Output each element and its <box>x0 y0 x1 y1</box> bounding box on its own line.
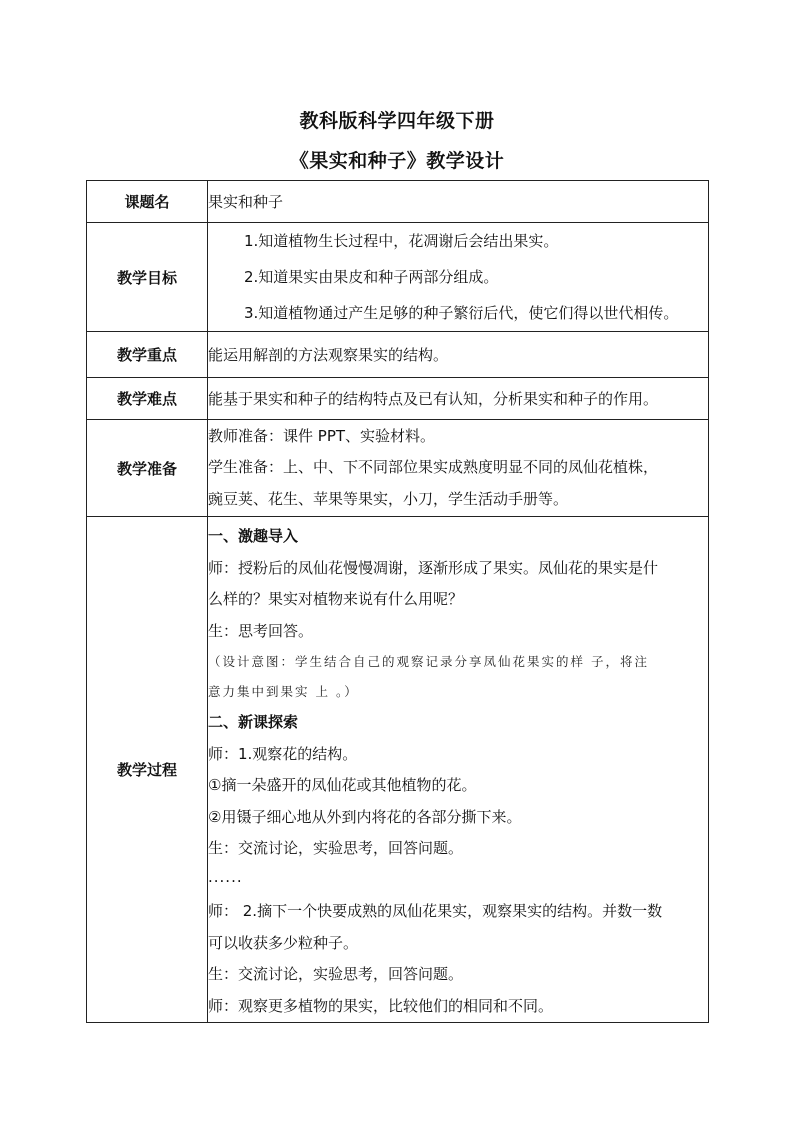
process-content <box>208 517 709 1023</box>
table-row-preparation <box>87 420 709 517</box>
process-line: 生：思考回答。 <box>208 621 314 640</box>
goal-item: 3.知道植物通过产生足够的种子繁衍后代，使它们得以世代相传。 <box>244 304 679 322</box>
topic-value: 果实和种子 <box>208 181 709 223</box>
document-title: 教科版科学四年级下册 <box>299 110 495 132</box>
preparation-line: 学生准备：上、中、下不同部位果实成熟度明显不同的凤仙花植株， <box>208 458 659 477</box>
preparation-label: 教学准备 <box>87 420 208 517</box>
key-point-label: 教学重点 <box>87 332 208 378</box>
preparation-line: 豌豆荚、花生、苹果等果实，小刀，学生活动手册等。 <box>208 489 569 508</box>
table-row-goals <box>87 223 709 332</box>
goals-label: 教学目标 <box>87 223 208 332</box>
design-note-line: 意力集中到果实 上 。） <box>208 684 359 699</box>
lesson-plan-table <box>86 180 709 1023</box>
table-row-key-point <box>87 332 709 378</box>
process-line: ①摘一朵盛开的凤仙花或其他植物的花。 <box>208 776 477 794</box>
preparation-line: 教师准备：课件 PPT、实验材料。 <box>208 426 436 445</box>
ellipsis-line: ...... <box>208 867 243 886</box>
topic-label: 课题名 <box>87 181 208 223</box>
section-heading: 一、激趣导入 <box>208 527 299 545</box>
table-row-process <box>87 517 709 1023</box>
document-subtitle: 《果实和种子》教学设计 <box>289 150 505 172</box>
key-point-value: 能运用解剖的方法观察果实的结构。 <box>208 332 709 378</box>
difficulty-label: 教学难点 <box>87 378 208 420</box>
design-note-line: （设计意图：学生结合自己的观察记录分享凤仙花果实的样 子，将注 <box>208 654 649 669</box>
process-line: 可以收获多少粒种子。 <box>208 933 359 952</box>
preparation-content <box>208 420 709 517</box>
process-line: ②用镊子细心地从外到内将花的各部分撕下来。 <box>208 807 522 826</box>
process-line: 师： 2.摘下一个快要成熟的凤仙花果实，观察果实的结构。并数一数 <box>208 902 663 920</box>
process-line: 师：观察更多植物的果实，比较他们的相同和不同。 <box>208 996 554 1015</box>
goals-content <box>208 223 709 332</box>
process-label: 教学过程 <box>87 517 208 1023</box>
process-line: 师：授粉后的凤仙花慢慢凋谢，逐渐形成了果实。凤仙花的果实是什 <box>208 558 659 577</box>
process-line: 师：1.观察花的结构。 <box>208 744 358 763</box>
table-row-difficulty <box>87 378 709 420</box>
process-line: 么样的？果实对植物来说有什么用呢？ <box>208 590 464 608</box>
goal-item: 1.知道植物生长过程中，花凋谢后会结出果实。 <box>244 232 559 250</box>
goal-item: 2.知道果实由果皮和种子两部分组成。 <box>244 268 499 286</box>
table-row-topic <box>87 181 709 223</box>
difficulty-value: 能基于果实和种子的结构特点及已有认知，分析果实和种子的作用。 <box>208 378 709 420</box>
process-line: 生：交流讨论，实验思考，回答问题。 <box>208 839 464 857</box>
section-heading: 二、新课探索 <box>208 713 299 731</box>
process-line: 生：交流讨论，实验思考，回答问题。 <box>208 965 464 983</box>
